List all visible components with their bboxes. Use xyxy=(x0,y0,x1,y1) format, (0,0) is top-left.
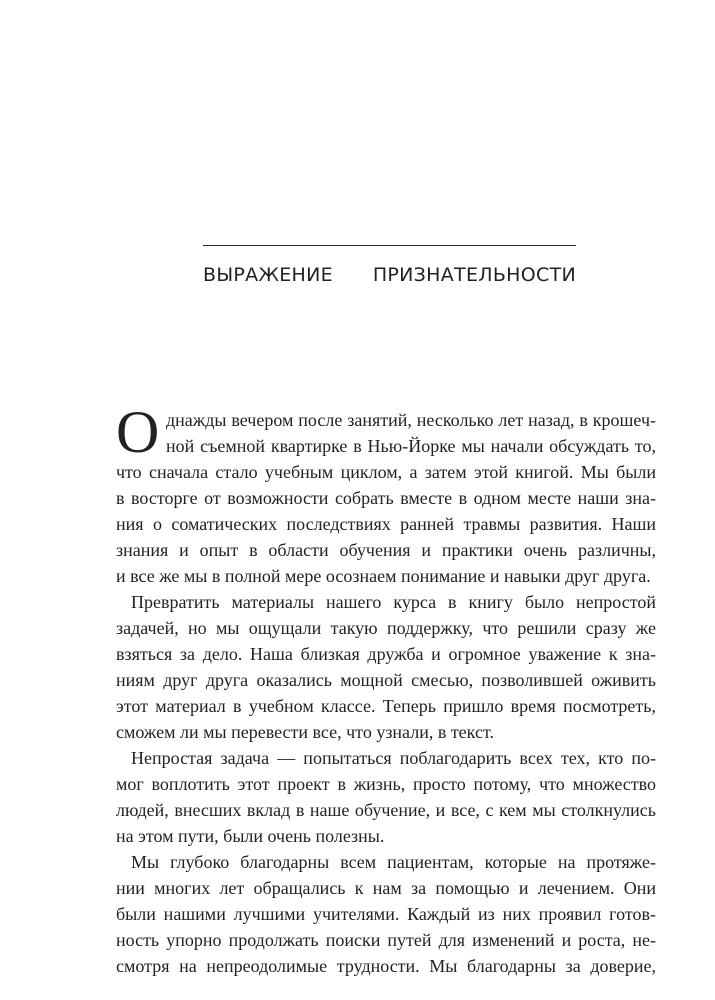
chapter-title: ВЫРАЖЕНИЕ ПРИЗНАТЕЛЬНОСТИ xyxy=(203,264,576,286)
text-line: смотря на непреодолимые трудности. Мы благодарны за доверие, xyxy=(116,956,656,976)
text-line: Мы глубоко благодарны всем пациентам, которые на протяже- xyxy=(131,852,656,872)
title-rule xyxy=(203,245,576,246)
text-line: этот материал в учебном классе. Теперь пришло время посмотреть, xyxy=(116,696,656,716)
text-line: днажды вечером после занятий, несколько лет назад, в крошеч- xyxy=(166,410,656,430)
text-line: нии многих лет обращались к нам за помощью и лечением. Они xyxy=(116,878,656,898)
drop-cap: О xyxy=(116,399,160,465)
text-line: взяться за дело. Наша близкая дружба и огромное уважение к зна- xyxy=(116,644,656,664)
text-line: ность упорно продолжать поиски путей для изменений и роста, не- xyxy=(116,930,656,950)
text-line: на этом пути, были очень полезны. xyxy=(116,826,385,846)
text-line: сможем ли мы перевести все, что узнали, в текст. xyxy=(116,722,494,742)
text-line: в восторге от возможности собрать вместе в одном месте наши зна- xyxy=(116,488,656,508)
text-line: знания и опыт в области обучения и практики очень различны, xyxy=(116,540,656,560)
body-text xyxy=(116,407,656,979)
text-line: и все же мы в полной мере осознаем понимание и навыки друг друга. xyxy=(116,566,651,586)
text-line: людей, внесших вклад в наше обучение, и все, с кем мы столкнулись xyxy=(116,800,656,820)
text-line: что сначала стало учебным циклом, а затем этой книгой. Мы были xyxy=(116,462,656,482)
text-line: Превратить материалы нашего курса в книгу было непростой xyxy=(131,592,656,612)
text-line: задачей, но мы ощущали такую поддержку, что решили сразу же xyxy=(116,618,656,638)
text-line: ния о соматических последствиях ранней травмы развития. Наши xyxy=(116,514,656,534)
text-line: Непростая задача — попытаться поблагодарить всех тех, кто по- xyxy=(131,748,656,768)
text-line: были нашими лучшими учителями. Каждый из них проявил готов- xyxy=(116,904,656,924)
text-line: ниям друг друга оказались мощной смесью, позволившей оживить xyxy=(116,670,656,690)
text-line: мог воплотить этот проект в жизнь, просто потому, что множество xyxy=(116,774,656,794)
text-line: ной съемной квартирке в Нью-Йорке мы начали обсуждать то, xyxy=(166,436,656,456)
